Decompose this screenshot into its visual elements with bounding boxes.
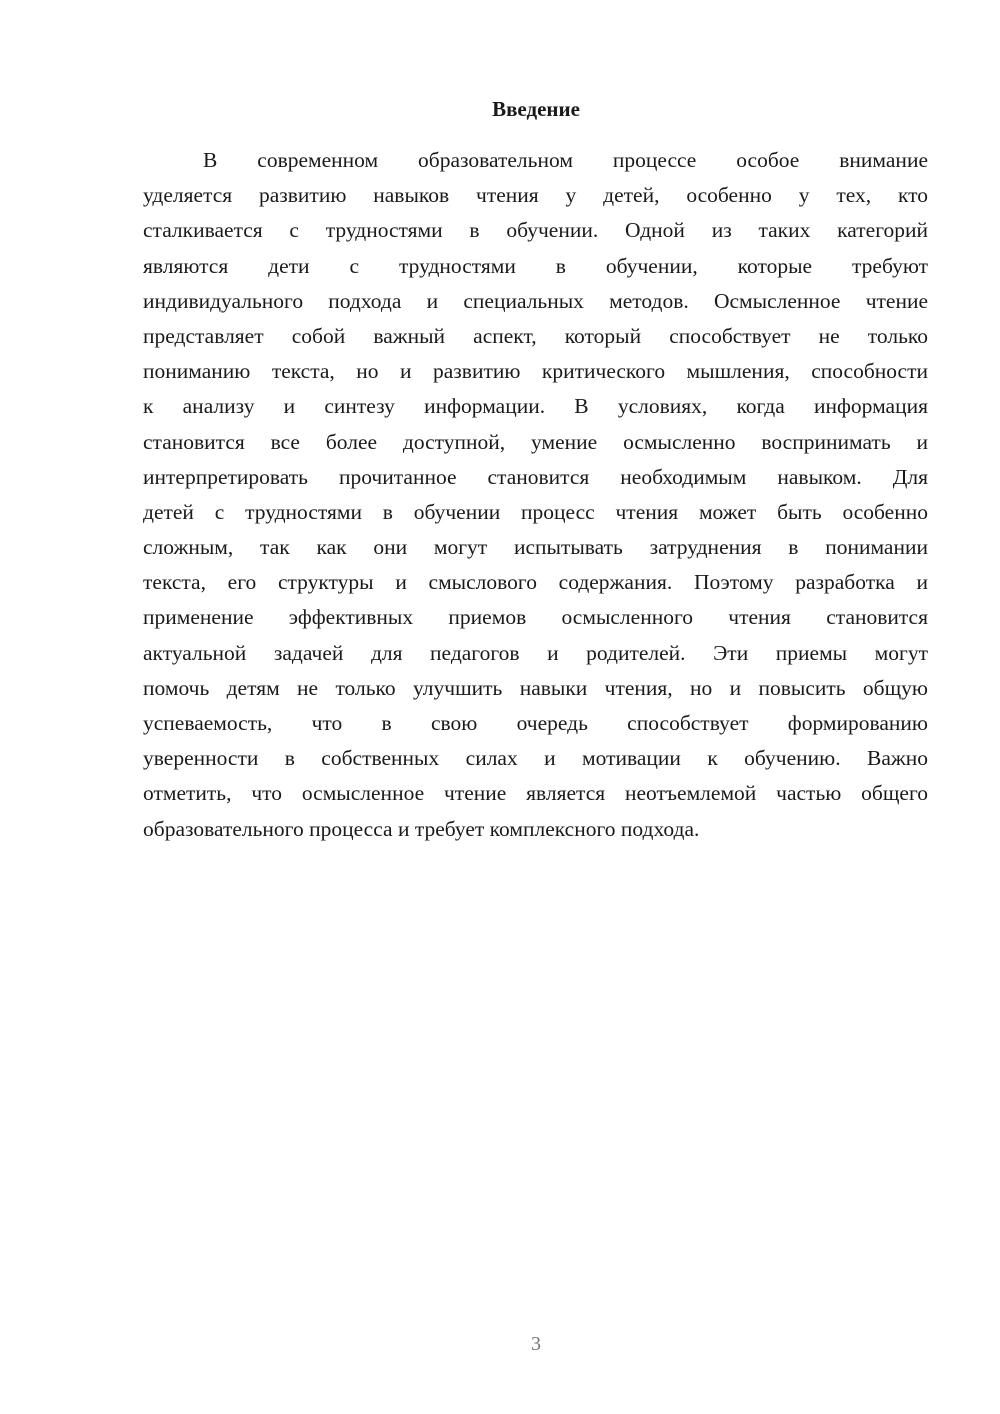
- paragraph-line: становится все более доступной, умение осмысленно воспринимать и: [143, 429, 928, 454]
- paragraph-line: интерпретировать прочитанное становится необходимым навыком. Для: [143, 464, 928, 489]
- paragraph-line: уделяется развитию навыков чтения у детей, особенно у тех, кто: [143, 183, 928, 208]
- paragraph-line: успеваемость, что в свою очередь способствует формированию: [143, 711, 928, 735]
- paragraph-line: отметить, что осмысленное чтение является неотъемлемой частью общего: [143, 781, 928, 806]
- paragraph-line: актуальной задачей для педагогов и родителей. Эти приемы могут: [143, 640, 928, 665]
- paragraph-line: индивидуального подхода и специальных методов. Осмысленное чтение: [143, 288, 928, 313]
- paragraph-line: являются дети с трудностями в обучении, которые требуют: [143, 253, 928, 278]
- paragraph-line: текста, его структуры и смыслового содержания. Поэтому разработка и: [143, 570, 928, 595]
- paragraph-line: пониманию текста, но и развитию критического мышления, способности: [143, 359, 928, 384]
- section-title: Введение: [492, 97, 580, 121]
- paragraph-line: образовательного процесса и требует комплексного подхода.: [143, 816, 700, 841]
- body-paragraph: [143, 146, 928, 850]
- paragraph-line: детей с трудностями в обучении процесс чтения может быть особенно: [143, 499, 928, 524]
- page-number: 3: [531, 1333, 541, 1355]
- paragraph-line: В современном образовательном процессе особое внимание: [203, 148, 928, 172]
- paragraph-line: сталкивается с трудностями в обучении. Одной из таких категорий: [143, 218, 928, 243]
- paragraph-line: помочь детям не только улучшить навыки чтения, но и повысить общую: [143, 675, 928, 700]
- paragraph-line: уверенности в собственных силах и мотивации к обучению. Важно: [143, 746, 928, 771]
- paragraph-line: к анализу и синтезу информации. В условиях, когда информация: [143, 394, 928, 419]
- paragraph-line: применение эффективных приемов осмысленного чтения становится: [143, 605, 928, 630]
- paragraph-line: сложным, так как они могут испытывать затруднения в понимании: [143, 535, 928, 560]
- paragraph-line: представляет собой важный аспект, который способствует не только: [143, 323, 928, 348]
